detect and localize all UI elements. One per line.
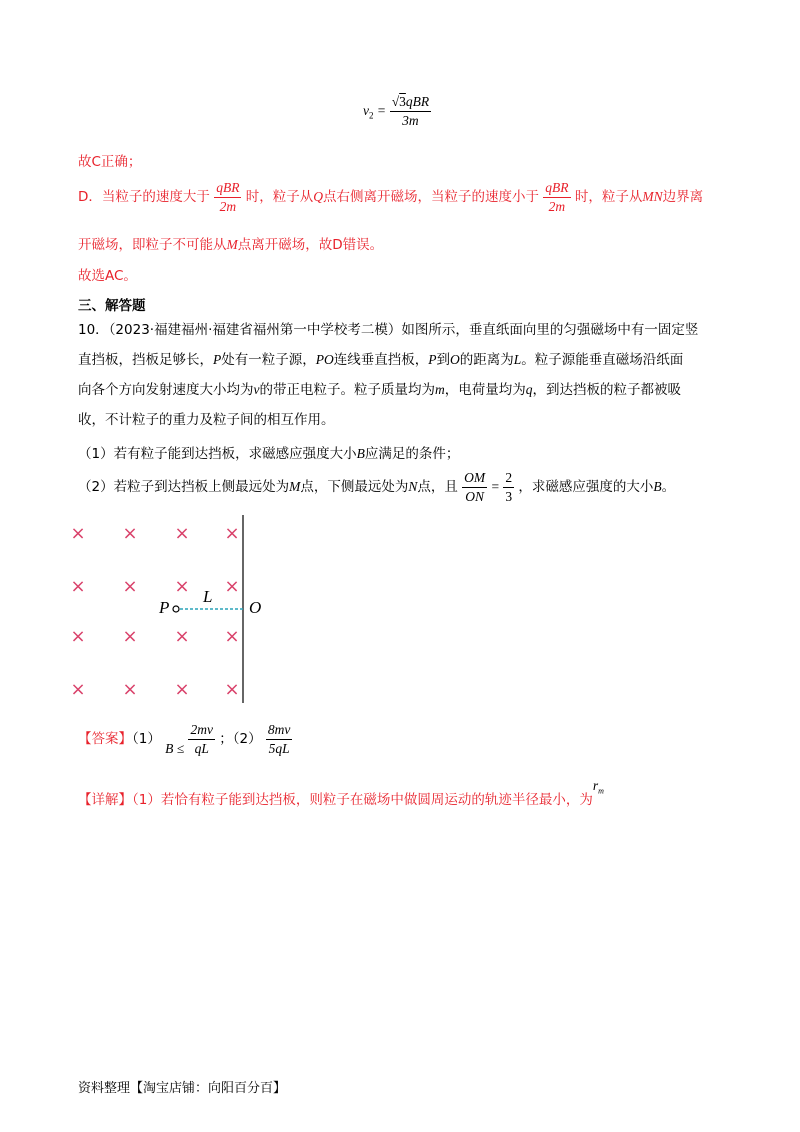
field-cross: × [224, 523, 240, 544]
option-d-line2: 开磁场，即粒子不可能从M点离开磁场，故D错误。 [78, 237, 384, 253]
magnetic-field-figure [60, 515, 300, 715]
field-cross: × [122, 576, 138, 597]
c-correct-line: 故C正确； [78, 154, 142, 170]
formula-v2-eq: = [377, 103, 386, 119]
problem-source: （2023·福建福州·福建省福州第一中学校考二模） [108, 322, 402, 338]
option-d-text5: 边界离 [662, 189, 704, 206]
sqrt-sign: √ [391, 94, 400, 109]
problem-line2: 直挡板，挡板足够长，P处有一粒子源，PO连线垂直挡板，P到O的距离为L。粒子源能垂直磁场沿纸面 [78, 352, 684, 368]
label-l: L [203, 587, 213, 606]
particle-source [173, 606, 179, 612]
choose-line: 故选AC。 [78, 268, 137, 284]
answer2-fraction: $\frac{8mv}{5qL}$ [267, 722, 291, 756]
field-cross: × [174, 626, 190, 647]
field-cross: × [122, 679, 138, 700]
field-cross: × [174, 523, 190, 544]
field-cross: × [122, 523, 138, 544]
footer-text: 资料整理【淘宝店铺：向阳百分百】 [78, 1081, 287, 1096]
question-1: （1）若有粒子能到达挡板，求磁感应强度大小B应满足的条件； [78, 446, 460, 462]
detail-r: $r_m$ [592, 778, 604, 796]
field-cross: × [174, 576, 190, 597]
problem-line3: 向各个方向发射速度大小均为v的带正电粒子。粒子质量均为m，电荷量均为q，到达挡板的粒子都被吸 [78, 382, 681, 398]
option-d-line1 [78, 180, 703, 214]
section-title: 三、解答题 [78, 298, 146, 314]
option-d-text3: 点右侧离开磁场，当粒子的速度小于 [323, 189, 539, 206]
field-cross: × [70, 523, 86, 544]
problem-line1: 10．（2023·福建福州·福建省福州第一中学校考二模）如图所示，垂直纸面向里的匀强磁场中有一固定竖 [78, 322, 699, 338]
detail-line: 【详解】（1）若恰有粒子能到达挡板，则粒子在磁场中做圆周运动的轨迹半径最小，为$r_m$ [78, 778, 604, 808]
answer-line: 【答案】（1） B ≤ $\frac{2mv}{qL}$ ；（2） $\frac{8mv}{5qL}$ [78, 722, 291, 757]
field-cross: × [70, 626, 86, 647]
option-d-mn: MN [642, 189, 663, 205]
ratio-fraction: $\frac{OM}{ON}$ [464, 470, 486, 504]
problem-line4: 收，不计粒子的重力及粒子间的相互作用。 [78, 412, 335, 428]
label-o: O [249, 598, 262, 617]
field-cross: × [224, 576, 240, 597]
field-cross: × [70, 679, 86, 700]
formula-v2-lhs: v [363, 103, 369, 119]
field-cross: × [224, 626, 240, 647]
field-cross: × [70, 576, 86, 597]
formula-v2 [363, 94, 431, 128]
label-p: P [159, 598, 170, 617]
option-d-text2: 时，粒子从 [245, 189, 314, 206]
option-d-text1: D．当粒子的速度大于 [78, 189, 210, 206]
option-d-frac2: $\frac{\text{qBR}}{2m}$ [545, 180, 569, 214]
sqrt-radicand: 3 [399, 94, 406, 109]
option-d-text4: 时，粒子从 [574, 189, 643, 206]
formula-v2-den: 3m [402, 112, 419, 128]
formula-v2-fraction [390, 94, 431, 128]
field-cross: × [224, 679, 240, 700]
question-2: （2）若粒子到达挡板上侧最远处为M点，下侧最远处为N点，且 $\frac{OM}{ON}$ = $\frac{2}{3}$ ，求磁感应强度的大小B。 [78, 470, 676, 504]
formula-v2-num: qBR [405, 94, 430, 109]
ratio-value: $\frac{2}{3}$ [505, 470, 513, 504]
detail-tag: 【详解】 [78, 792, 132, 808]
answer-tag: 【答案】 [78, 731, 132, 748]
option-d-frac1: $\frac{\text{qBR}}{2m}$ [216, 180, 240, 214]
answer1-fraction: $\frac{2mv}{qL}$ [190, 722, 213, 756]
option-d-q: Q [313, 189, 323, 205]
formula-v2-sub: 2 [369, 110, 374, 121]
field-cross: × [122, 626, 138, 647]
problem-number: 10． [78, 322, 109, 338]
field-cross: × [174, 679, 190, 700]
answer1-lhs: B ≤ [165, 741, 185, 757]
